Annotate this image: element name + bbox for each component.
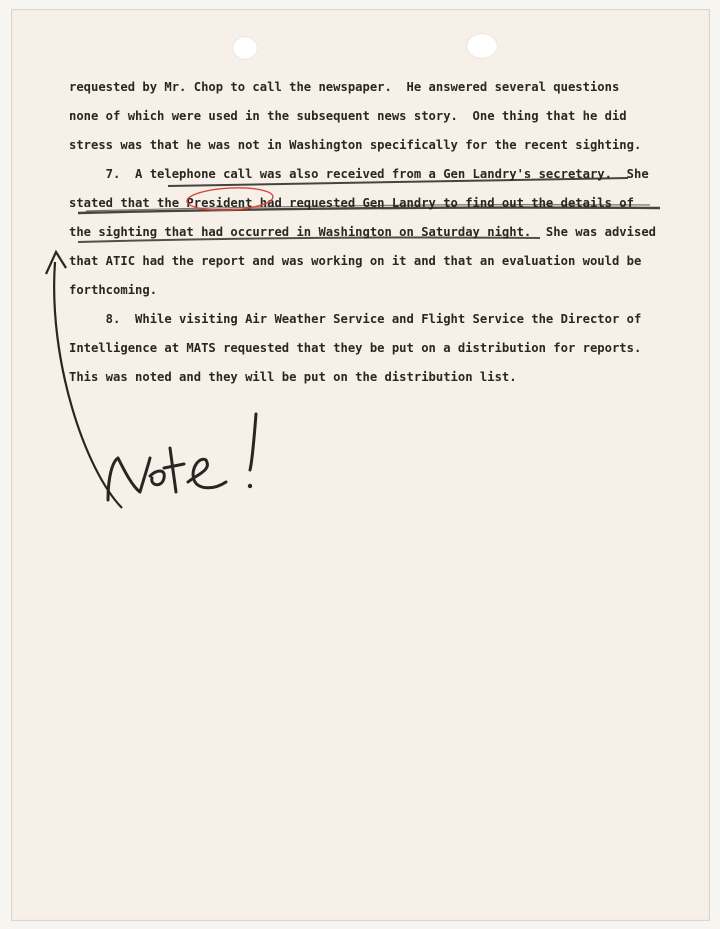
text-line: 8. While visiting Air Weather Service and Flight Service the Director of: [69, 312, 642, 326]
text-line: Intelligence at MATS requested that they be put on a distribution for reports.: [69, 341, 642, 355]
typewritten-text: [69, 0, 689, 384]
text-line: that ATIC had the report and was working on it and that an evaluation would be: [69, 254, 642, 268]
text-line: the sighting that had occurred in Washington on Saturday night. She was advised: [69, 225, 656, 239]
text-line: none of which were used in the subsequent news story. One thing that he did: [69, 109, 627, 123]
text-line: stated that the President had requested Gen Landry to find out the details of: [69, 196, 634, 210]
text-line: requested by Mr. Chop to call the newspaper. He answered several questions: [69, 80, 620, 94]
text-line: This was noted and they will be put on the distribution list.: [69, 370, 517, 384]
text-line: forthcoming.: [69, 283, 158, 297]
text-line: stress was that he was not in Washington specifically for the recent sighting.: [69, 138, 642, 152]
text-line: 7. A telephone call was also received from a Gen Landry's secretary. She: [69, 167, 649, 181]
